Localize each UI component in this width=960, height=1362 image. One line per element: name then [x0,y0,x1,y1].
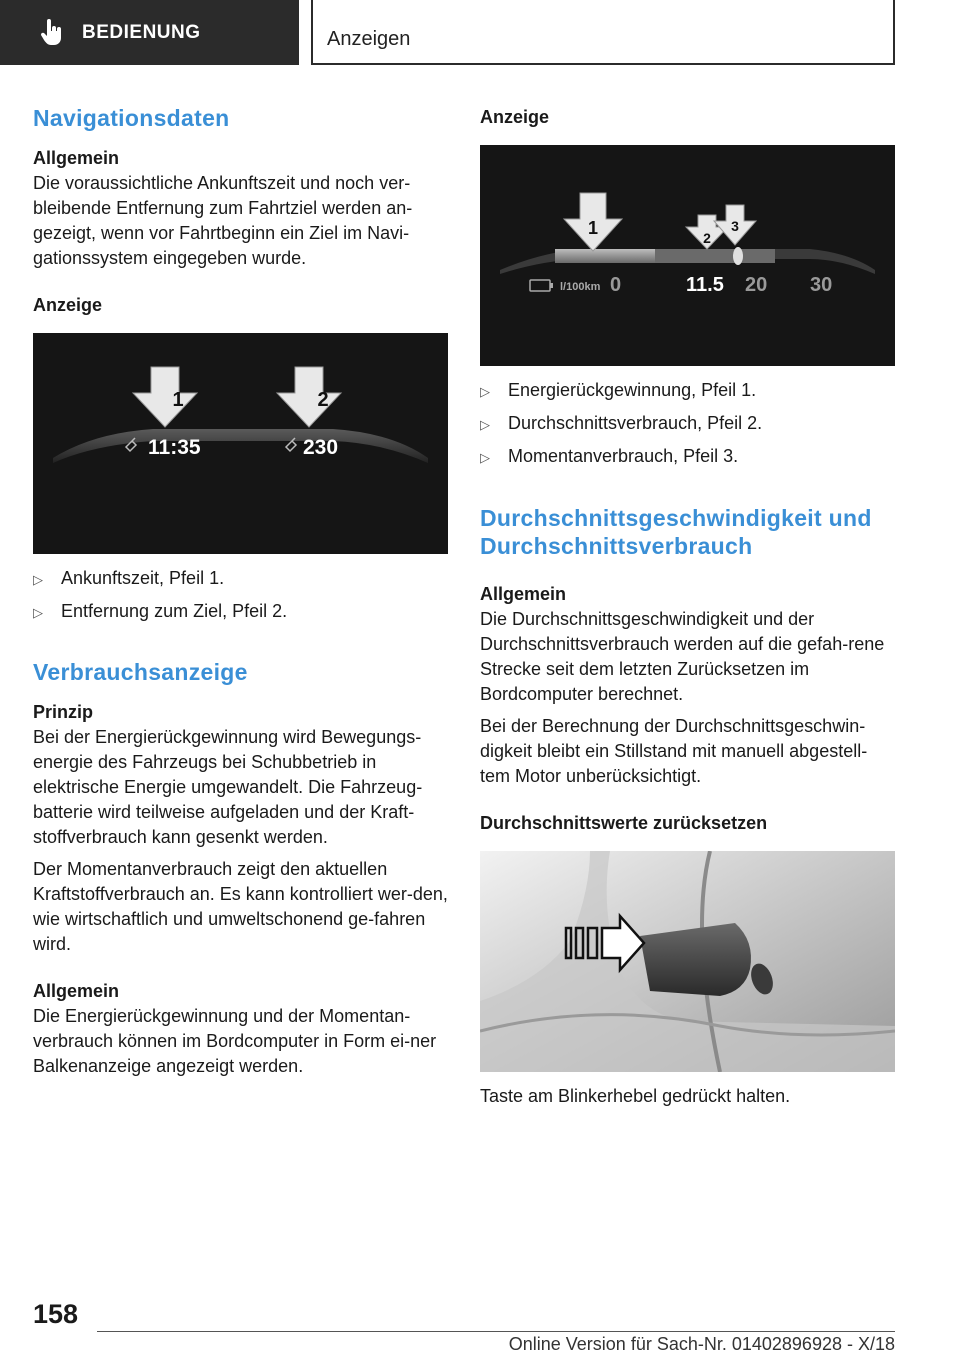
average-value: 11.5 [686,274,724,296]
bullet-text: Entfernung zum Ziel, Pfeil 2. [61,601,288,621]
lever-body [640,923,751,996]
scale-thirty: 30 [810,274,833,296]
arrow-2-label: 2 [703,230,711,246]
unit-label: l/100km [560,281,601,293]
subheading-reset: Durchschnittswerte zurücksetzen [480,813,768,833]
allgemein-paragraph: Die Energierückgewinnung und der Momentan-verbrauch können im Bordcomputer in Form ei-ner Balkenanzeige angezeigt werden. [33,1006,437,1076]
section-label: BEDIENUNG [82,21,201,43]
durch-paragraph-2: Bei der Berechnung der Durchschnittsgeschwin-digkeit bleibt ein Stillstand mit manuell abgestell-tem Motor unberücksichtigt. [480,716,868,786]
hand-pointer-icon [40,19,64,47]
battery-icon [530,280,550,291]
subheading-allgemein-3: Allgemein [480,584,567,604]
turn-signal-lever-figure [480,851,895,1072]
subheading-prinzip: Prinzip [33,702,94,722]
consumption-display-figure [480,145,895,366]
section-tab [0,0,299,65]
prinzip-paragraph-1: Bei der Energierückgewinnung wird Bewegungs-energie des Fahrzeugs bei Schubbetrieb in elektrische Energie umgewandelt. Die Fahrzeug-batterie wird teilweise aufgeladen und der Kraft-stoffverbrauch kann gesenkt werden. [33,727,423,847]
arrival-time: 11:35 [148,436,201,459]
chapter-box [311,0,895,65]
arrow-1 [133,367,197,427]
right-column [480,100,895,1109]
scale-zero: 0 [610,274,622,296]
subheading-allgemein: Allgemein [33,148,120,168]
subheading-allgemein-2: Allgemein [33,981,120,1001]
bullet-text: Durchschnittsverbrauch, Pfeil 2. [508,413,763,433]
navigation-display-figure [33,333,448,554]
subheading-anzeige-2: Anzeige [480,107,550,127]
subheading-anzeige: Anzeige [33,295,103,315]
arrow-2 [277,367,341,427]
heading-durchschnitt: Durchschnittsgeschwindigkeit und Durchschnittsverbrauch [480,505,872,559]
prinzip-paragraph-2: Der Momentanverbrauch zeigt den aktuellen Kraftstoffverbrauch an. Es kann kontrolliert wer-den, wie wirtschaftlich und umweltschonend ge-fahren wird. [33,859,448,954]
arrow-1-label: 1 [587,218,599,238]
arrow-1-label: 1 [172,389,184,411]
display-bezel [53,429,428,463]
footer-online-version: Online Version für Sach-Nr. 01402896928 - X/18 [508,1334,895,1354]
bullet-list-1 [33,566,448,625]
nav-paragraph: Die voraussichtliche Ankunftszeit und noch ver-bleibende Entfernung zum Fahrtziel werden an-gezeigt, wenn vor Fahrtbeginn ein Ziel im Navi-gationssystem eingegeben wurde. [33,173,413,268]
left-column [33,100,448,1079]
list-item [480,378,895,404]
consumption-bar [655,249,775,263]
arrow-2-label: 2 [317,389,329,411]
bullet-text: Energierückgewinnung, Pfeil 1. [508,380,757,400]
durch-paragraph-1: Die Durchschnittsgeschwindigkeit und der Durchschnittsverbrauch werden auf die gefah-rene Strecke seit dem letzten Zurücksetzen im Bordcomputer berechnet. [480,609,885,704]
footer-divider [97,1331,895,1332]
triangle-bullet-icon: ▷ [480,450,490,465]
list-item [480,411,895,437]
triangle-bullet-icon: ▷ [480,384,490,399]
heading-verbrauchsanzeige: Verbrauchsanzeige [33,659,248,685]
bullet-text: Momentanverbrauch, Pfeil 3. [508,446,739,466]
recovery-bar [555,249,655,263]
triangle-bullet-icon: ▷ [33,605,43,620]
remaining-distance: 230 [303,436,339,459]
heading-navigationsdaten: Navigationsdaten [33,105,230,131]
triangle-bullet-icon: ▷ [33,572,43,587]
scale-twenty: 20 [745,274,768,296]
list-item [33,566,448,592]
current-indicator [733,247,743,265]
bullet-list-2 [480,378,895,470]
page-number: 158 [33,1299,79,1329]
figure-caption: Taste am Blinkerhebel gedrückt halten. [480,1086,791,1106]
bullet-text: Ankunftszeit, Pfeil 1. [61,568,225,588]
arrow-3-label: 3 [731,218,739,234]
chapter-label: Anzeigen [327,28,411,50]
triangle-bullet-icon: ▷ [480,417,490,432]
list-item [480,444,895,470]
list-item [33,599,448,625]
